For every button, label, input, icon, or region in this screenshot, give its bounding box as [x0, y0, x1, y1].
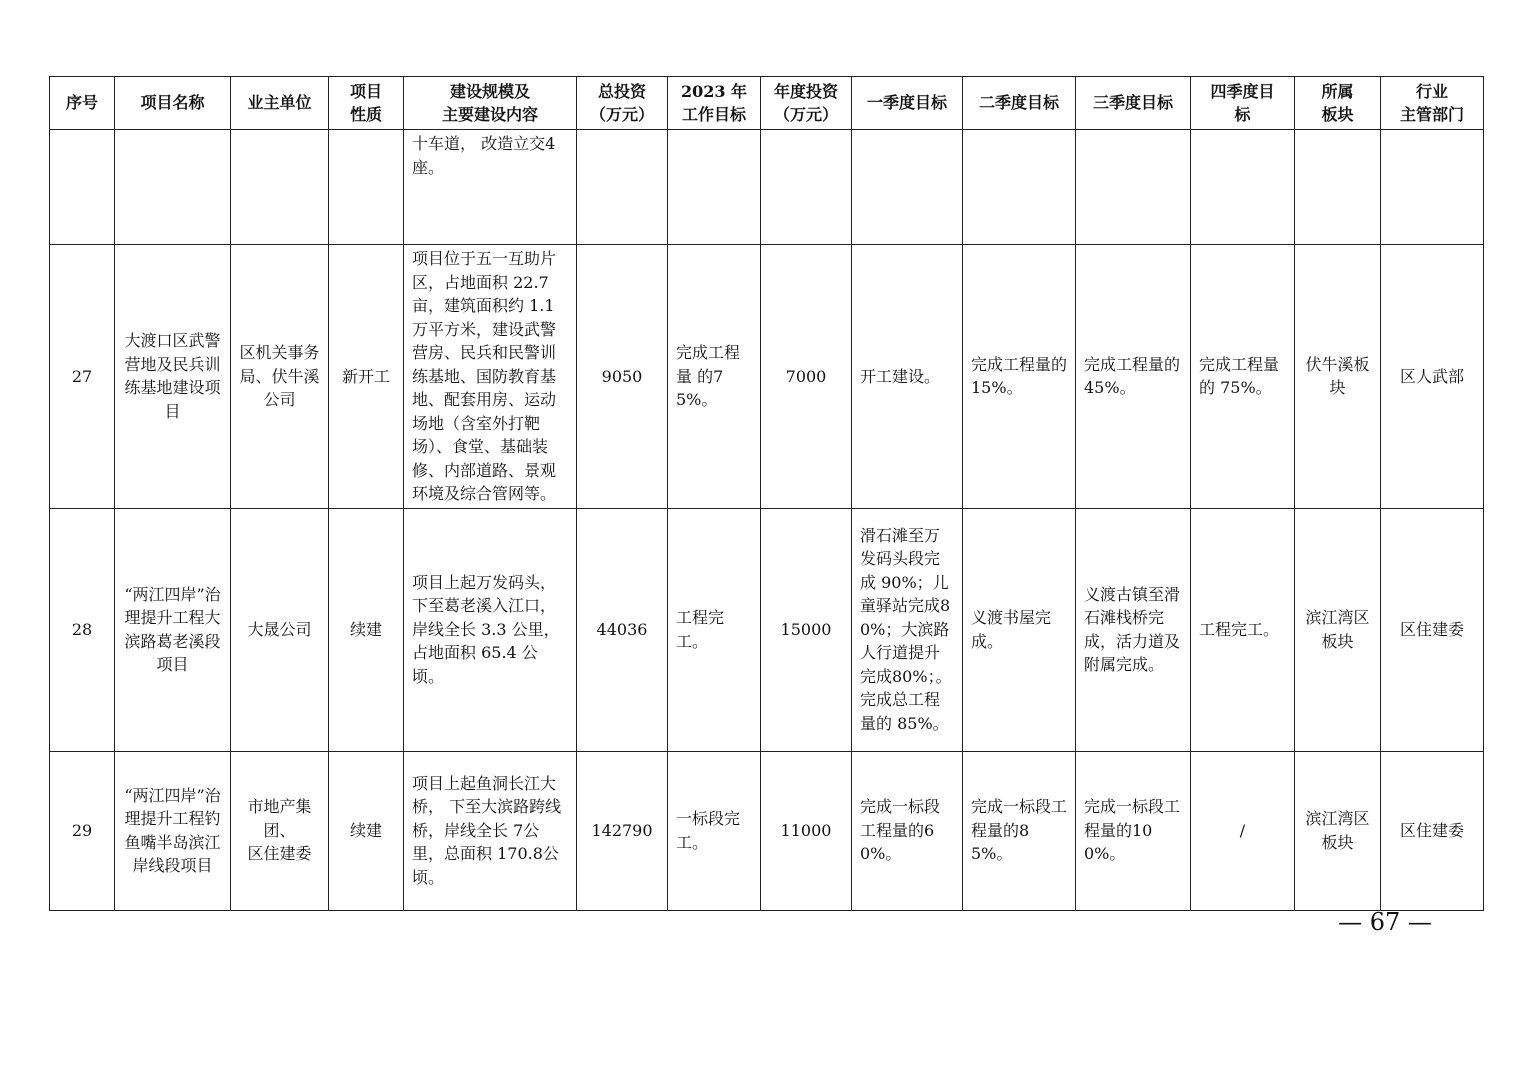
cell-annual-investment: 15000: [761, 508, 852, 751]
cell-nature: 续建: [329, 508, 404, 751]
cell-q4-goal: 工程完工。: [1191, 508, 1295, 751]
cell-department: [1381, 130, 1484, 245]
table-row: [50, 245, 1484, 509]
cell-index: 29: [50, 751, 115, 910]
cell-q2-goal: 完成一标段工程量的85%。: [963, 751, 1076, 910]
cell-q4-goal: /: [1191, 751, 1295, 910]
cell-owner: [231, 130, 329, 245]
table-row: [50, 508, 1484, 751]
cell-project-name: “两江四岸”治理提升工程大滨路葛老溪段项目: [115, 508, 231, 751]
project-table: [49, 76, 1484, 911]
header-total-investment: 总投资 （万元）: [577, 77, 668, 130]
cell-q3-goal: 完成工程量的 45%。: [1076, 245, 1191, 509]
cell-total-investment: 44036: [577, 508, 668, 751]
header-department: 行业 主管部门: [1381, 77, 1484, 130]
header-q1-goal: 一季度目标: [852, 77, 963, 130]
cell-sector: 滨江湾区板块: [1295, 508, 1381, 751]
page-number: — 67 —: [1338, 908, 1432, 936]
cell-q1-goal: 开工建设。: [852, 245, 963, 509]
cell-nature: 续建: [329, 751, 404, 910]
table-header-row: [50, 77, 1484, 130]
cell-department: 区住建委: [1381, 751, 1484, 910]
cell-q3-goal: 义渡古镇至滑石滩栈桥完成，活力道及附属完成。: [1076, 508, 1191, 751]
header-q2-goal: 二季度目标: [963, 77, 1076, 130]
cell-2023-goal: 完成工程量 的75%。: [668, 245, 761, 509]
cell-index: 27: [50, 245, 115, 509]
cell-scale-content: 项目位于五一互助片区，占地面积 22.7亩，建筑面积约 1.1万平方米，建设武警营房、民兵和民警训练基地、国防教育基地、配套用房、运动场地（含室外打靶场）、食堂、基础装修、内部道路、景观环境及综合管网等。: [404, 245, 577, 509]
cell-nature: 新开工: [329, 245, 404, 509]
cell-q4-goal: [1191, 130, 1295, 245]
cell-q3-goal: 完成一标段工程量的100%。: [1076, 751, 1191, 910]
cell-q1-goal: [852, 130, 963, 245]
cell-scale-content: 十车道， 改造立交4 座。: [404, 130, 577, 245]
cell-project-name: 大渡口区武警营地及民兵训练基地建设项目: [115, 245, 231, 509]
cell-q2-goal: [963, 130, 1076, 245]
cell-q2-goal: 完成工程量的 15%。: [963, 245, 1076, 509]
cell-scale-content: 项目上起鱼洞长江大桥， 下至大滨路跨线桥，岸线全长 7公里，总面积 170.8公顷。: [404, 751, 577, 910]
cell-nature: [329, 130, 404, 245]
header-q3-goal: 三季度目标: [1076, 77, 1191, 130]
cell-owner: 市地产集团、 区住建委: [231, 751, 329, 910]
cell-sector: [1295, 130, 1381, 245]
table-row: [50, 751, 1484, 910]
cell-q1-goal: 完成一标段工程量的60%。: [852, 751, 963, 910]
cell-project-name: “两江四岸”治理提升工程钓鱼嘴半岛滨江岸线段项目: [115, 751, 231, 910]
header-index: 序号: [50, 77, 115, 130]
cell-total-investment: 142790: [577, 751, 668, 910]
cell-total-investment: 9050: [577, 245, 668, 509]
header-2023-goal: 2023 年 工作目标: [668, 77, 761, 130]
cell-total-investment: [577, 130, 668, 245]
cell-index: [50, 130, 115, 245]
cell-sector: 滨江湾区板块: [1295, 751, 1381, 910]
cell-2023-goal: 一标段完工。: [668, 751, 761, 910]
cell-owner: 大晟公司: [231, 508, 329, 751]
cell-scale-content: 项目上起万发码头，下至葛老溪入江口，岸线全长 3.3 公里，占地面积 65.4 公顷。: [404, 508, 577, 751]
cell-index: 28: [50, 508, 115, 751]
cell-q1-goal: 滑石滩至万发码头段完成 90%；儿童驿站完成80%；大滨路人行道提升完成80%；。完成总工程量的 85%。: [852, 508, 963, 751]
cell-department: 区住建委: [1381, 508, 1484, 751]
header-annual-investment: 年度投资 （万元）: [761, 77, 852, 130]
header-project-name: 项目名称: [115, 77, 231, 130]
table-row: [50, 130, 1484, 245]
cell-owner: 区机关事务局、伏牛溪公司: [231, 245, 329, 509]
cell-annual-investment: 7000: [761, 245, 852, 509]
header-scale-content: 建设规模及 主要建设内容: [404, 77, 577, 130]
cell-2023-goal: 工程完工。: [668, 508, 761, 751]
cell-q4-goal: 完成工程量的 75%。: [1191, 245, 1295, 509]
cell-project-name: [115, 130, 231, 245]
header-nature: 项目 性质: [329, 77, 404, 130]
header-q4-goal: 四季度目 标: [1191, 77, 1295, 130]
header-sector: 所属 板块: [1295, 77, 1381, 130]
cell-sector: 伏牛溪板块: [1295, 245, 1381, 509]
cell-2023-goal: [668, 130, 761, 245]
header-owner: 业主单位: [231, 77, 329, 130]
cell-annual-investment: [761, 130, 852, 245]
cell-q3-goal: [1076, 130, 1191, 245]
cell-annual-investment: 11000: [761, 751, 852, 910]
cell-q2-goal: 义渡书屋完成。: [963, 508, 1076, 751]
cell-department: 区人武部: [1381, 245, 1484, 509]
